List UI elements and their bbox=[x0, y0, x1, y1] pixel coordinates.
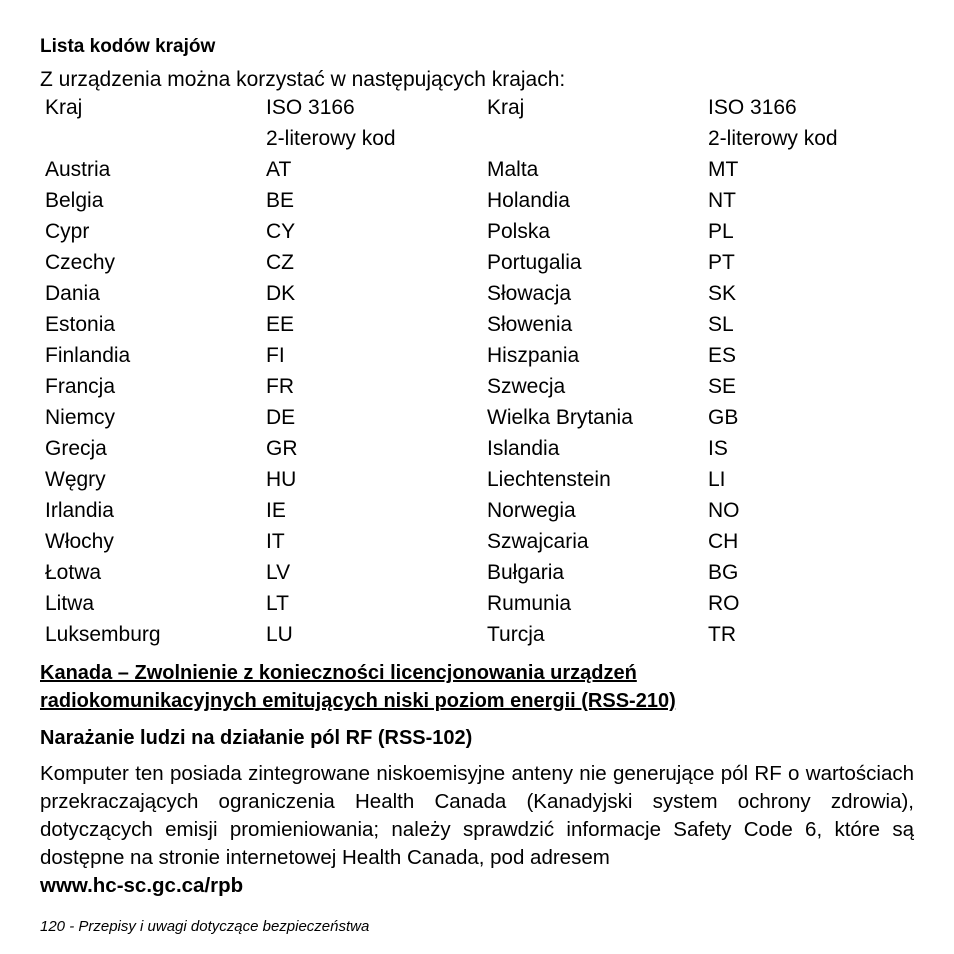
table-row bbox=[40, 278, 914, 309]
table-row bbox=[40, 495, 914, 526]
country-code-cell: PL bbox=[708, 219, 734, 243]
country-name-cell: Portugalia bbox=[487, 250, 582, 274]
country-code-cell: CZ bbox=[266, 250, 294, 274]
header-cell: Kraj bbox=[45, 95, 83, 119]
country-name-cell: Słowacja bbox=[487, 281, 572, 305]
country-code-cell: LT bbox=[266, 591, 289, 615]
country-code-cell: IE bbox=[266, 498, 286, 522]
body-paragraph bbox=[40, 760, 914, 900]
country-code-cell: SL bbox=[708, 312, 734, 336]
country-name-cell: Grecja bbox=[45, 436, 107, 460]
country-code-cell: AT bbox=[266, 157, 292, 181]
table-row bbox=[40, 371, 914, 402]
country-name-cell: Szwajcaria bbox=[487, 529, 589, 553]
country-code-cell: EE bbox=[266, 312, 295, 336]
country-name-cell: Turcja bbox=[487, 622, 545, 646]
table-row bbox=[40, 619, 914, 650]
country-code-cell: RO bbox=[708, 591, 740, 615]
country-name-cell: Cypr bbox=[45, 219, 90, 243]
page-title: Lista kodów krajów bbox=[40, 36, 216, 57]
table-row bbox=[40, 247, 914, 278]
country-name-cell: Polska bbox=[487, 219, 551, 243]
country-name-cell: Hiszpania bbox=[487, 343, 580, 367]
paragraph-text: Komputer ten posiada zintegrowane niskoemisyjne anteny nie generujące pól RF o wartościach przekraczających ograniczenia Health Canada (Kanadyjski system ochrony zdrowia), dotyczących emisji promieniowania; należy sprawdzić informacje Safety Code 6, które są dostępne na stronie internetowej Health Canada, pod adresem bbox=[40, 762, 914, 869]
country-name-cell: Rumunia bbox=[487, 591, 572, 615]
country-code-cell: GB bbox=[708, 405, 739, 429]
section-heading bbox=[40, 659, 676, 715]
country-name-cell: Norwegia bbox=[487, 498, 576, 522]
page-footer: 120 - Przepisy i uwagi dotyczące bezpieczeństwa bbox=[40, 918, 370, 935]
country-code-cell: SE bbox=[708, 374, 737, 398]
country-code-cell: BG bbox=[708, 560, 739, 584]
country-name-cell: Łotwa bbox=[45, 560, 102, 584]
table-row bbox=[40, 309, 914, 340]
header-cell: 2-literowy kod bbox=[708, 126, 838, 150]
table-row bbox=[40, 588, 914, 619]
section-subheading: Narażanie ludzi na działanie pól RF (RSS-102) bbox=[40, 727, 473, 749]
table-row bbox=[40, 526, 914, 557]
country-code-cell: TR bbox=[708, 622, 736, 646]
country-name-cell: Słowenia bbox=[487, 312, 573, 336]
header-cell bbox=[482, 123, 703, 154]
header-cell: Kraj bbox=[487, 95, 525, 119]
country-name-cell: Islandia bbox=[487, 436, 560, 460]
header-cell: ISO 3166 bbox=[266, 95, 355, 119]
table-row bbox=[40, 154, 914, 185]
country-code-cell: DE bbox=[266, 405, 296, 429]
country-name-cell: Bułgaria bbox=[487, 560, 565, 584]
section-heading-line1: Kanada – Zwolnienie z konieczności licencjonowania urządzeń bbox=[40, 662, 637, 684]
country-name-cell: Czechy bbox=[45, 250, 116, 274]
country-name-cell: Belgia bbox=[45, 188, 104, 212]
country-name-cell: Dania bbox=[45, 281, 100, 305]
table-header-row bbox=[40, 123, 914, 154]
section-heading-line2: radiokomunikacyjnych emitujących niski poziom energii (RSS-210) bbox=[40, 690, 676, 712]
health-canada-link[interactable]: www.hc-sc.gc.ca/rpb bbox=[40, 874, 244, 897]
country-code-cell: IS bbox=[708, 436, 728, 460]
country-name-cell: Włochy bbox=[45, 529, 114, 553]
country-code-cell: DK bbox=[266, 281, 296, 305]
header-cell: ISO 3166 bbox=[708, 95, 797, 119]
table-row bbox=[40, 433, 914, 464]
country-name-cell: Wielka Brytania bbox=[487, 405, 633, 429]
country-code-cell: BE bbox=[266, 188, 295, 212]
country-name-cell: Węgry bbox=[45, 467, 106, 491]
table-row bbox=[40, 557, 914, 588]
country-name-cell: Niemcy bbox=[45, 405, 116, 429]
country-name-cell: Francja bbox=[45, 374, 116, 398]
header-cell: 2-literowy kod bbox=[266, 126, 396, 150]
country-code-cell: NO bbox=[708, 498, 740, 522]
country-name-cell: Austria bbox=[45, 157, 111, 181]
country-name-cell: Liechtenstein bbox=[487, 467, 611, 491]
country-code-cell: LI bbox=[708, 467, 726, 491]
intro-text: Z urządzenia można korzystać w następujących krajach: bbox=[40, 68, 566, 91]
country-code-cell: HU bbox=[266, 467, 297, 491]
country-code-cell: LV bbox=[266, 560, 291, 584]
table-row bbox=[40, 402, 914, 433]
header-cell bbox=[40, 123, 261, 154]
country-code-cell: SK bbox=[708, 281, 737, 305]
country-name-cell: Malta bbox=[487, 157, 539, 181]
country-code-cell: ES bbox=[708, 343, 737, 367]
country-code-cell: MT bbox=[708, 157, 739, 181]
table-row bbox=[40, 185, 914, 216]
country-name-cell: Luksemburg bbox=[45, 622, 161, 646]
country-code-cell: NT bbox=[708, 188, 736, 212]
country-code-cell: FR bbox=[266, 374, 294, 398]
country-name-cell: Irlandia bbox=[45, 498, 114, 522]
country-name-cell: Litwa bbox=[45, 591, 95, 615]
table-row bbox=[40, 464, 914, 495]
table-row bbox=[40, 340, 914, 371]
table-header-row bbox=[40, 92, 914, 123]
country-code-cell: CH bbox=[708, 529, 739, 553]
country-code-cell: LU bbox=[266, 622, 293, 646]
country-name-cell: Finlandia bbox=[45, 343, 131, 367]
country-name-cell: Holandia bbox=[487, 188, 570, 212]
table-row bbox=[40, 216, 914, 247]
country-code-cell: PT bbox=[708, 250, 735, 274]
country-code-cell: FI bbox=[266, 343, 285, 367]
country-code-cell: GR bbox=[266, 436, 298, 460]
country-code-table bbox=[40, 92, 914, 650]
country-code-cell: CY bbox=[266, 219, 296, 243]
country-name-cell: Szwecja bbox=[487, 374, 566, 398]
country-code-cell: IT bbox=[266, 529, 285, 553]
country-name-cell: Estonia bbox=[45, 312, 116, 336]
